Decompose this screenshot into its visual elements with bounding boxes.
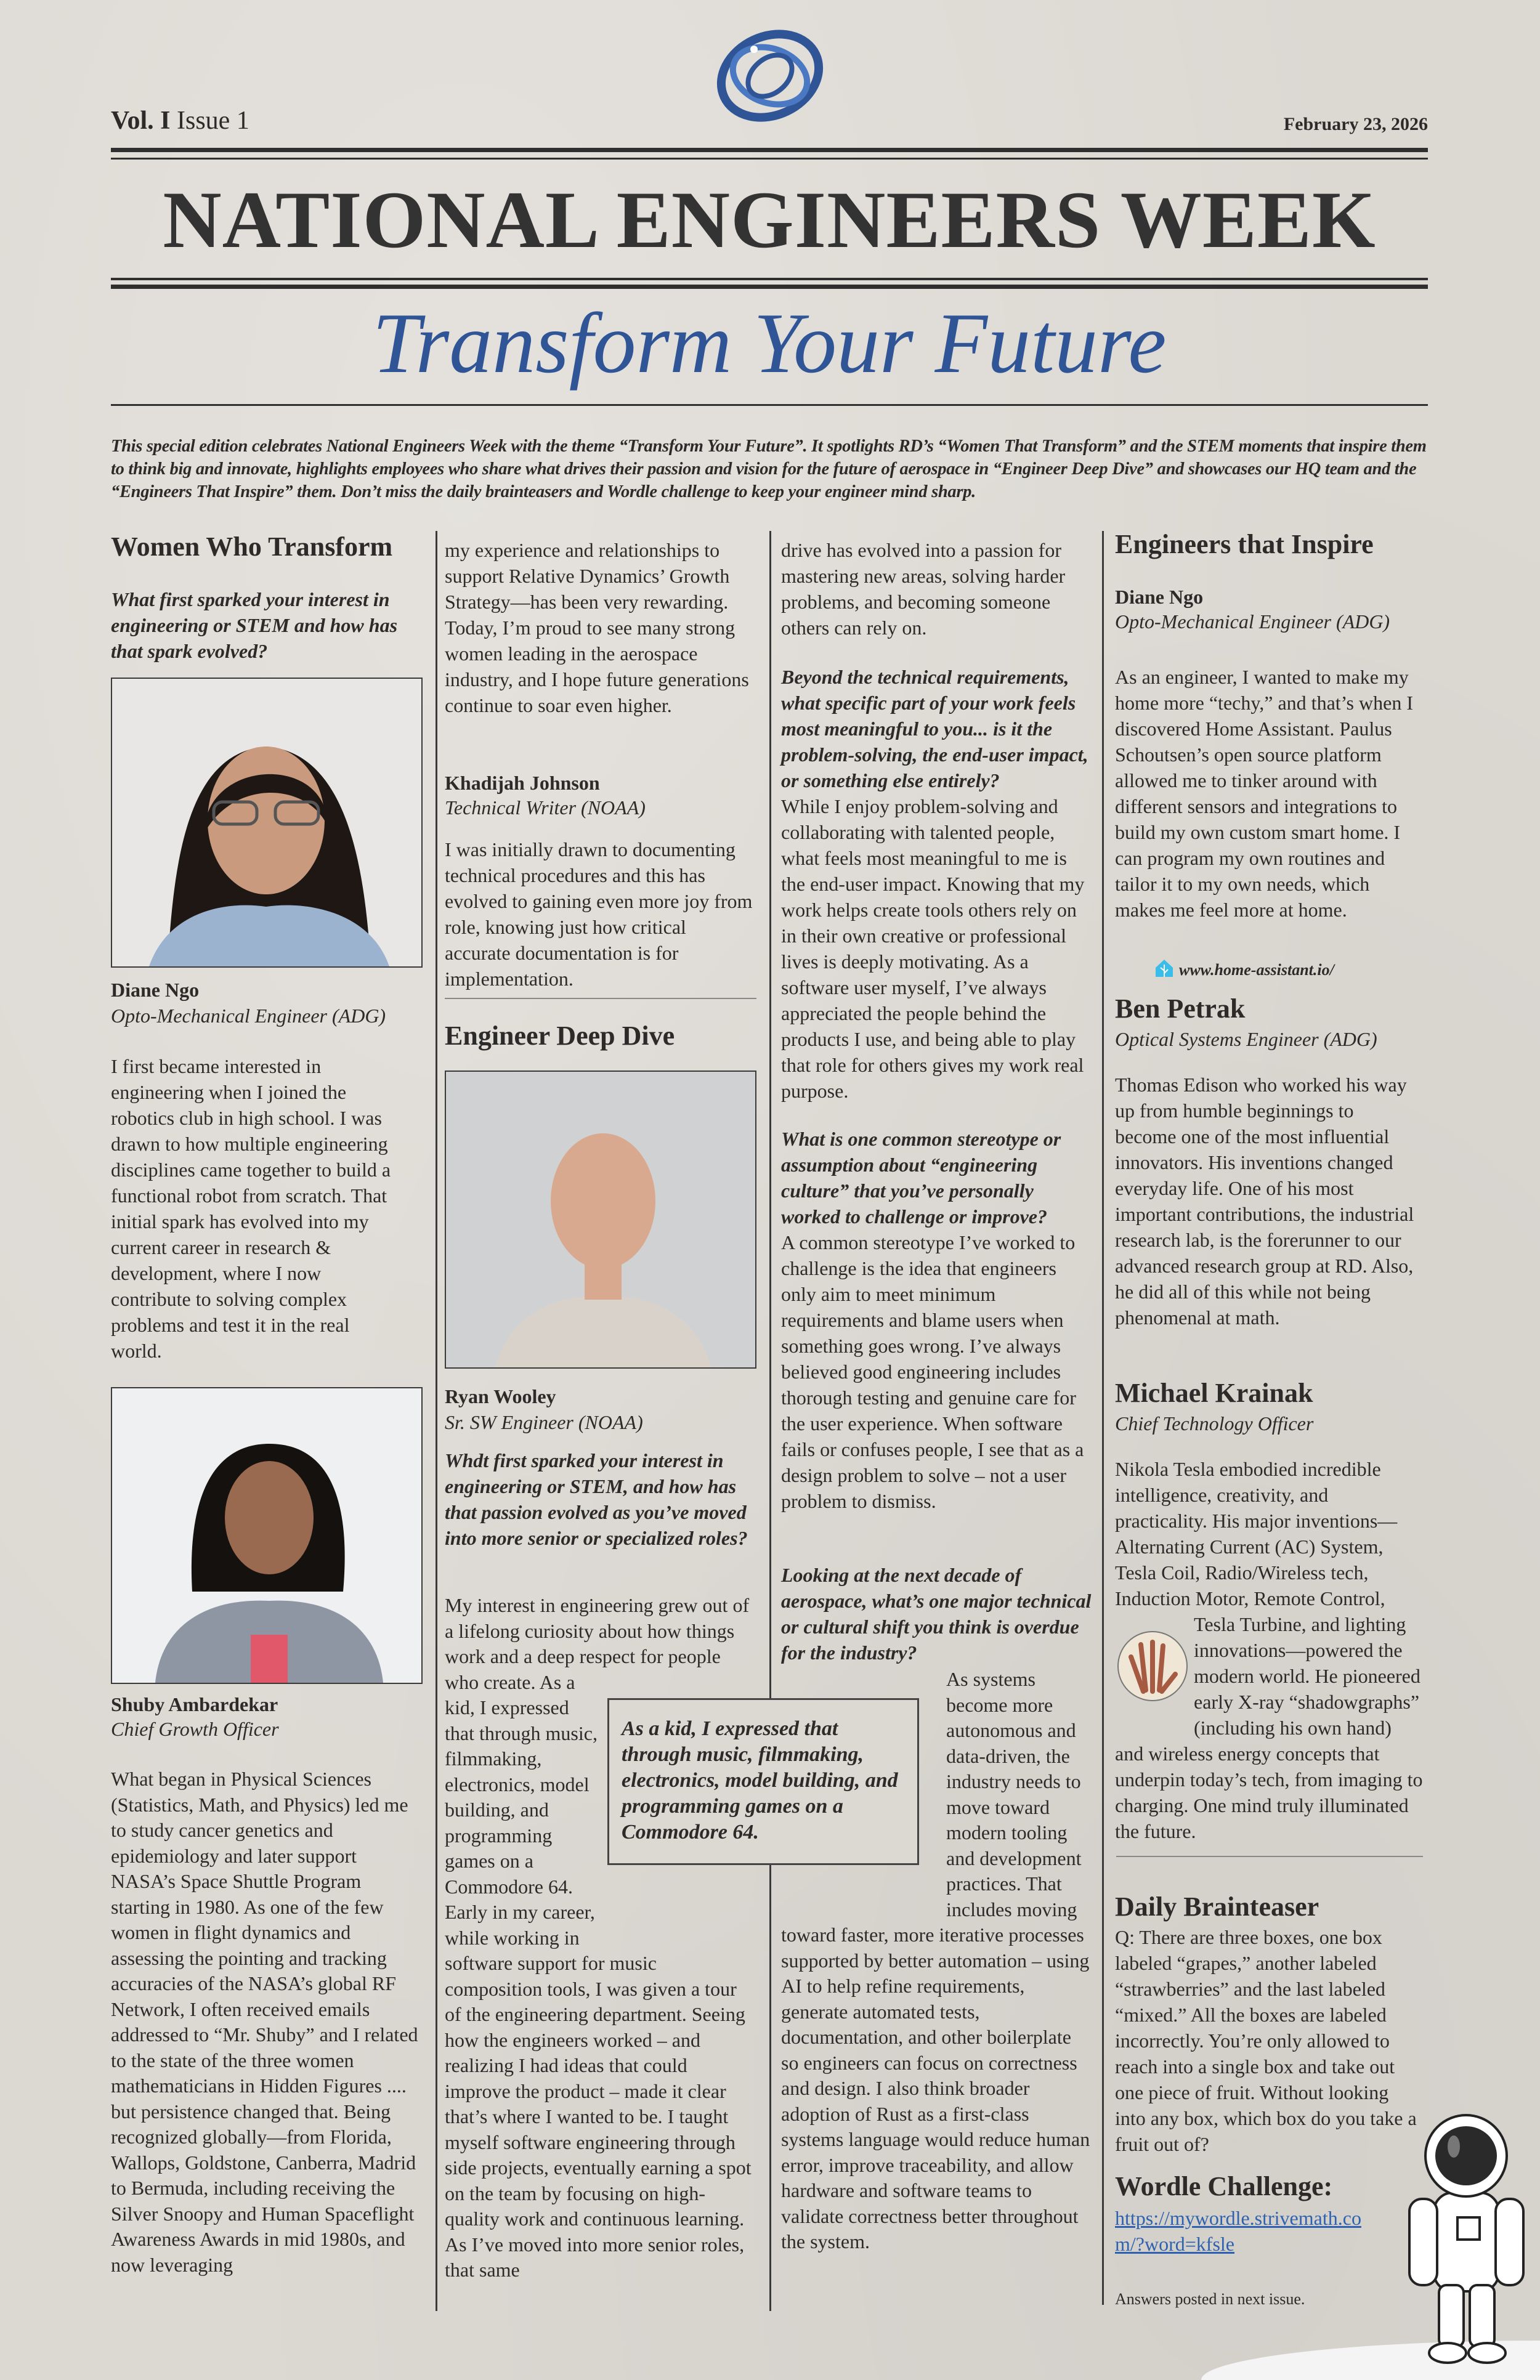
profile-name: Khadijah Johnson bbox=[445, 772, 600, 794]
divider bbox=[111, 158, 1428, 160]
volume-label: Vol. I bbox=[111, 107, 171, 135]
pull-quote: As a kid, I expressed that through music, filmmaking, electronics, model building, and programming games on a Commodore 64. bbox=[607, 1698, 919, 1865]
profile-role: Technical Writer (NOAA) bbox=[445, 796, 646, 819]
entry-text bbox=[1115, 1456, 1423, 1844]
divider bbox=[445, 998, 756, 999]
profile-role: Opto-Mechanical Engineer (ADG) bbox=[111, 1005, 386, 1027]
answers-note: Answers posted in next issue. bbox=[1115, 2290, 1305, 2308]
entry-name-heading: Ben Petrak bbox=[1115, 994, 1246, 1024]
home-assistant-link[interactable] bbox=[1154, 958, 1334, 981]
profile-text-continued: my experience and relationships to support Relative Dynamics’ Growth Strategy—has been very rewarding. Today, I’m proud to see many strong women leading in the aerospace industry, and I hope future generations continue to soar even higher. bbox=[445, 539, 749, 716]
interview-answer bbox=[445, 1593, 756, 2283]
divider bbox=[1116, 1856, 1423, 1857]
issue-label: Issue 1 bbox=[177, 107, 249, 135]
interview-question: What is one common stereotype or assumption about “engineering culture” that you’ve personally worked to challenge or improve? bbox=[781, 1128, 1061, 1228]
photo-diane-ngo bbox=[111, 678, 423, 968]
section-heading-brainteaser: Daily Brainteaser bbox=[1115, 1892, 1319, 1922]
section-heading-wordle: Wordle Challenge: bbox=[1115, 2171, 1333, 2201]
interview-answer-text: My interest in engineering grew out of a lifelong curiosity about how things work and a deep respect for people who create. As a kid, I expressed that through music, filmmaking, electronics, model building, and programming games on a Commodore 64. Early in my career, while working in software support for music composition tools, I was given a tour of the engineering department. Seeing how the engineers worked – and realizing I had ideas that could improve the product – made it clear that’s where I wanted to be. I taught myself software engineering through side projects, eventually earning a spot on the team by focusing on high-quality work and continuous learning. As I’ve moved into more senior roles, that same bbox=[445, 1594, 752, 2281]
entry-text: As an engineer, I wanted to make my home more “techy,” and that’s when I discovered Home Assistant. Paulus Schoutsen’s open source platform allowed me to tinker around with different sensors and integrations to build my own custom smart home. I can program my own routines and tailor it to my own needs, which makes me feel more at home. bbox=[1115, 666, 1413, 921]
interview-answer: While I enjoy problem-solving and collaborating with talented people, what feels most meaningful to me is the end-user impact. Knowing that my work helps create tools others rely on in their own creative or professional lives is deeply motivating. As a software user myself, I’ve always appreciated the people behind the products I use, and being able to play that role for others gives my work real purpose. bbox=[781, 795, 1085, 1102]
profile-text: I first became interested in engineering when I joined the robotics club in high school. I was drawn to how multiple engineering disciplines came together to build a functional robot from scratch. That initial spark has evolved into my current career in research & development, where I now contribute to solving complex problems and test it in the real world. bbox=[111, 1055, 391, 1362]
entry-name: Diane Ngo bbox=[1115, 586, 1204, 608]
interview-question: Whdt first sparked your interest in engineering or STEM, and how has that passion evolved as you’ve moved into more senior or specialized roles? bbox=[445, 1449, 748, 1549]
divider bbox=[111, 404, 1428, 406]
xray-hand-icon bbox=[1115, 1611, 1194, 1741]
photo-ryan-wooley bbox=[445, 1071, 756, 1369]
divider bbox=[111, 285, 1428, 289]
profile-name: Diane Ngo bbox=[111, 979, 200, 1001]
issue-date: February 23, 2026 bbox=[1283, 114, 1428, 134]
profile-name: Shuby Ambardekar bbox=[111, 1693, 278, 1715]
logo-icon bbox=[708, 30, 832, 122]
astronaut-icon bbox=[1397, 2113, 1536, 2365]
interview-answer: A common stereotype I’ve worked to challenge is the idea that engineers only aim to meet minimum requirements and blame users when something goes wrong. I’ve always believed good engineering includes thorough testing and genuine care for the user experience. When software fails or confuses people, I see that as a design problem to solve – not a user problem to dismiss. bbox=[781, 1231, 1084, 1512]
section-heading-women: Women Who Transform bbox=[111, 532, 393, 562]
wordle-link[interactable]: https://mywordle.strivemath.com/?word=kfsle bbox=[1115, 2207, 1361, 2255]
entry-text: Thomas Edison who worked his way up from humble beginnings to become one of the most influential innovators. His inventions changed everyday life. One of his most important contributions, the industrial research lab, is the forerunner to our advanced research group at RD. Also, he did all of this while not being phenomenal at math. bbox=[1115, 1074, 1414, 1329]
divider bbox=[111, 278, 1428, 280]
interview-answer-continued: drive has evolved into a passion for mastering new areas, solving harder problems, and becoming someone others can rely on. bbox=[781, 539, 1066, 639]
interview-question: Looking at the next decade of aerospace, what’s one major technical or cultural shift you think is overdue for the industry? bbox=[781, 1564, 1092, 1664]
page-title: NATIONAL ENGINEERS WEEK bbox=[163, 174, 1376, 265]
page-subtitle: Transform Your Future bbox=[372, 296, 1167, 391]
entry-role: Optical Systems Engineer (ADG) bbox=[1115, 1028, 1377, 1050]
column-divider bbox=[769, 531, 771, 2311]
intro-paragraph: This special edition celebrates National Engineers Week with the theme “Transform Your Future”. It spotlights RD’s “Women That Transform” and the STEM moments that inspire them to think big and innovate, highlights employees who share what drives their passion and vision for the future of aerospace in “Engineer Deep Dive” and showcases our HQ team and the “Engineers That Inspire” them. Don’t miss the daily brainteasers and Wordle challenge to keep your engineer mind sharp. bbox=[111, 437, 1427, 501]
profile-role: Sr. SW Engineer (NOAA) bbox=[445, 1411, 643, 1433]
entry-text-content: Nikola Tesla embodied incredible intelligence, creativity, and practicality. His major inventions—Alternating Current (AC) System, Tesla Coil, Radio/Wireless tech, Induction Motor, Remote Control, Tesla Turbine, and lighting innovations—powered the modern world. He pioneered early X-ray “shadowgraphs” (including his own hand) and wireless energy concepts that underpin today’s tech, from imaging to charging. One mind truly illuminated the future. bbox=[1115, 1458, 1423, 1842]
volume-issue bbox=[111, 106, 249, 136]
column-divider bbox=[1102, 531, 1104, 2305]
divider bbox=[111, 148, 1428, 152]
interview-question: Beyond the technical requirements, what specific part of your work feels most meaningful to you... is it the problem-solving, the end-user impact, or something else entirely? bbox=[781, 666, 1088, 791]
entry-name-heading: Michael Krainak bbox=[1115, 1378, 1313, 1408]
section-heading-inspire: Engineers that Inspire bbox=[1115, 529, 1374, 559]
profile-text: I was initially drawn to documenting technical procedures and this has evolved to gaining even more joy from role, knowing just how critical accurate documentation is for implementation. bbox=[445, 838, 753, 990]
profile-name: Ryan Wooley bbox=[445, 1385, 556, 1407]
home-assistant-icon bbox=[1154, 958, 1174, 981]
women-question: What first sparked your interest in engineering or STEM and how has that spark evolved? bbox=[111, 588, 398, 662]
profile-role: Chief Growth Officer bbox=[111, 1718, 279, 1740]
home-assistant-url[interactable]: www.home-assistant.io/ bbox=[1179, 960, 1334, 979]
profile-text: What began in Physical Sciences (Statistics, Math, and Physics) led me to study cancer genetics and epidemiology and later support NASA’s Space Shuttle Program starting in 1980. As one of the few women in flight dynamics and assessing the pointing and tracking accuracies of the NASA’s global RF Network, I often received emails addressed to “Mr. Shuby” and I related to the state of the three women mathematicians in Hidden Figures .... but persistence changed that. Being recognized globally—from Florida, Wallops, Goldstone, Canberra, Madrid to Bermuda, including receiving the Silver Snoopy and Human Spaceflight Awareness Awards in mid 1980s, and now leveraging bbox=[111, 1768, 418, 2276]
interview-answer-text: As systems become more autonomous and data-driven, the industry needs to move toward modern tooling and development practices. That includes moving toward faster, more iterative processes supported by better automation – using AI to help refine requirements, generate automated tests, documentation, and other boilerplate so engineers can focus on correctness and design. I also think broader adoption of Rust as a first-class systems language would reduce human error, improve traceability, and allow hardware and software teams to validate correctness better throughout the system. bbox=[781, 1668, 1090, 2252]
column-divider bbox=[436, 531, 437, 2311]
brainteaser-text: Q: There are three boxes, one box labeled “grapes,” another labeled “strawberries” and the last labeled “mixed.” All the boxes are labeled incorrectly. You’re only allowed to reach into a single box and take out one piece of fruit. Without looking into any box, which box do you take a fruit out of? bbox=[1115, 1926, 1417, 2155]
entry-role: Chief Technology Officer bbox=[1115, 1412, 1314, 1435]
section-heading-deep-dive: Engineer Deep Dive bbox=[445, 1021, 675, 1051]
photo-shuby-ambardekar bbox=[111, 1387, 423, 1684]
entry-role: Opto-Mechanical Engineer (ADG) bbox=[1115, 610, 1390, 633]
